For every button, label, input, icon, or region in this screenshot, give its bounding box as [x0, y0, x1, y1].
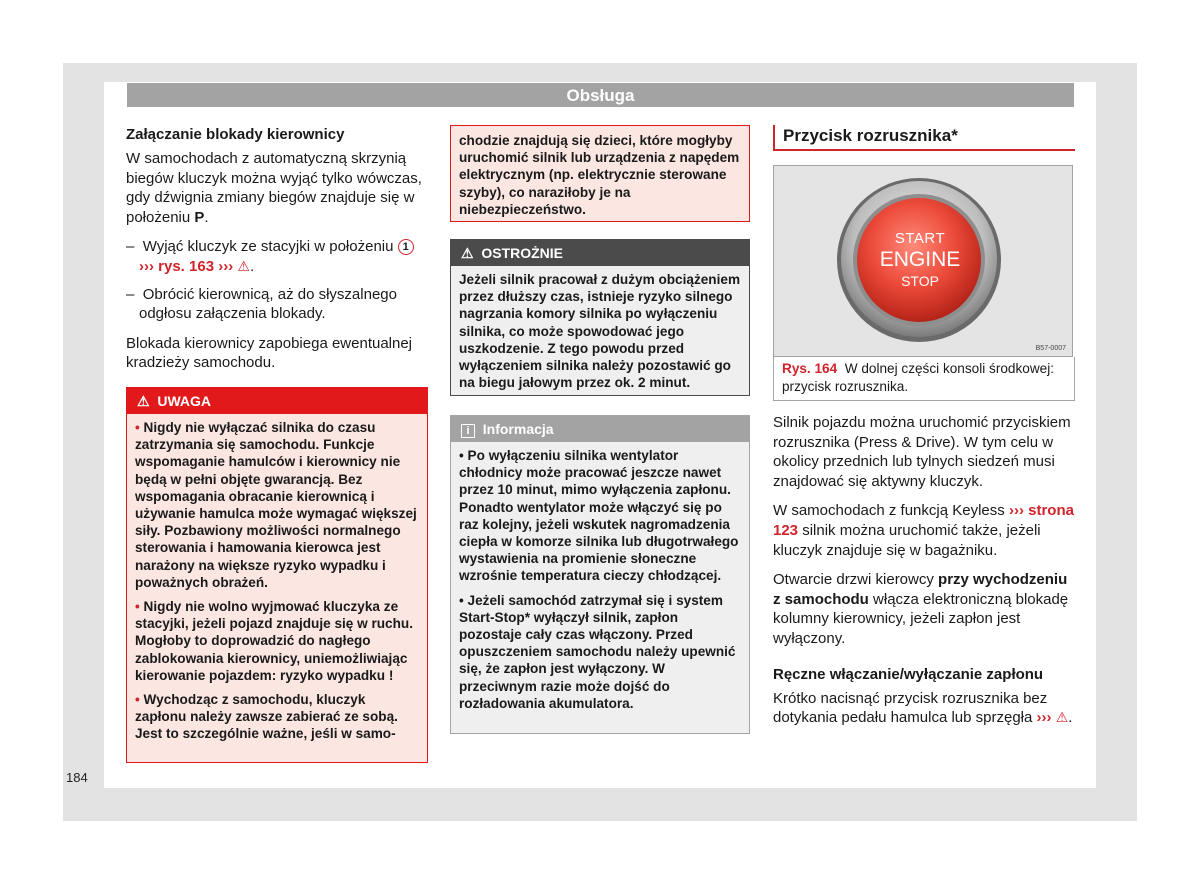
- info-item: • Jeżeli samochód zatrzymał się i system Start-Stop* wyłączył silnik, zapłon pozostaje cały czas włączony. Przed opuszczeniem samochodu należy upewnić się, że zapłon jest wyłączony. W przeciwnym razie może dojść do rozładowania akumulatora.: [459, 592, 736, 711]
- warning-item: • Nigdy nie wolno wyjmować kluczyka ze stacyjki, jeżeli pojazd znajduje się w ruchu. Mogłoby to doprowadzić do nagłego zablokowania kierownicy, uniemożliwiając kierowanie pojazdem: ryzyko wypadku !: [135, 598, 414, 683]
- caution-box: [450, 239, 750, 396]
- caution-box-body: Jeżeli silnik pracował z dużym obciążeniem przez dłuższy czas, istnieje ryzyko silnego nagrzania komory silnika po wyłączeniu silnika, co może spowodować jego uszkodzenie. Z tego powodu przed wyłączeniem silnika należy pozostawić go na biegu jałowym przez ok. 2 minut.: [459, 272, 741, 391]
- button-label-stop: STOP: [901, 273, 939, 289]
- figure-code: B57-0007: [1035, 345, 1066, 352]
- warning-ref-arrow[interactable]: ›››: [1036, 709, 1052, 727]
- warning-item: • Nigdy nie wyłączać silnika do czasu zatrzymania się samochodu. Funkcje wspomaganie hamulców i kierownicy nie będą w pełni objęte gwarancją. Bez wspomagania obracanie kierownicą i używanie hamulca może wymagać większej siły. Pozbawiony możliwości normalnego sterowania i hamowania kierowca jest narażony na większe ryzyko wypadku i poważnych obrażeń.: [135, 419, 417, 590]
- button-label-engine: ENGINE: [879, 248, 961, 271]
- info-box: [450, 415, 750, 734]
- figure-caption: Rys. 164 W dolnej części konsoli środkowej: przycisk rozrusznika.: [773, 357, 1075, 401]
- warning-triangle-icon: ⚠: [237, 257, 250, 274]
- info-icon: i: [461, 424, 475, 438]
- warning-continued-text: chodzie znajdują się dzieci, które mogłyby uruchomić silnik lub urządzenia z napędem elektrycznym (np. elektrycznie sterowane szyby), co naraziłoby je na niebezpieczeństwo.: [459, 133, 740, 217]
- warning-box-body: [127, 414, 427, 749]
- page-number: 184: [66, 770, 88, 785]
- ignition-subheading: Ręczne włączanie/wyłączanie zapłonu: [773, 665, 1044, 683]
- warning-triangle-icon: ⚠: [1055, 709, 1069, 726]
- chapter-header: Obsługa: [127, 83, 1074, 107]
- warning-ref-arrow[interactable]: ›››: [218, 257, 234, 275]
- column-middle: [450, 125, 750, 734]
- steering-lock-intro: W samochodach z automatyczną skrzynią biegów kluczyk można wyjąć tylko wówczas, gdy dźwignia zmiany biegów znajduje się w położeniu P.: [126, 150, 422, 226]
- column-right: [773, 125, 1075, 738]
- info-item: • Po wyłączeniu silnika wentylator chłodnicy może pracować jeszcze nawet przez 10 minut, mimo wyłączenia zapłonu. Ponadto wentylator może włączyć się po raz kolejny, jeżeli wskutek nagromadzenia ciepła w komorze silnika lub długotrwałego wystawienia na promienie słoneczne wzrośnie temperatura cieczy chłodzącej.: [459, 448, 739, 584]
- figure-number: Rys. 164: [782, 361, 838, 376]
- caution-icon: ⚠: [461, 245, 474, 261]
- gear-position: P: [194, 208, 205, 226]
- door-open-paragraph: Otwarcie drzwi kierowcy przy wychodzeniu z samochodu włącza elektroniczną blokadę kolumny kierownicy, jeżeli zapłon jest wyłączony.: [773, 571, 1069, 647]
- figure-start-button: [773, 165, 1073, 357]
- steering-lock-note: Blokada kierownicy zapobiega ewentualnej kradzieży samochodu.: [126, 334, 413, 372]
- position-number-badge: 1: [398, 239, 414, 255]
- step-remove-key: – Wyjąć kluczyk ze stacyjki w położeniu 1 ››› rys. 163 ››› ⚠.: [126, 237, 428, 276]
- info-box-header: i Informacja: [451, 416, 749, 442]
- warning-item: • Wychodząc z samochodu, kluczyk zapłonu należy zawsze zabierać ze sobą. Jest to szczególnie ważne, jeśli w samo-: [135, 691, 398, 742]
- warning-box-continued: [450, 125, 750, 222]
- warning-box-header: ⚠ UWAGA: [127, 388, 427, 414]
- figure-ref-link[interactable]: ››› rys. 163: [139, 257, 215, 275]
- section-title: Przycisk rozrusznika*: [773, 125, 1075, 151]
- info-box-body: [451, 442, 749, 718]
- page-ref-link[interactable]: ››› strona 123: [773, 502, 1074, 539]
- warning-box: [126, 387, 428, 763]
- ignition-paragraph: Krótko nacisnąć przycisk rozrusznika bez dotykania pedału hamulca lub sprzęgła ››› ⚠.: [773, 689, 1073, 727]
- warning-triangle-icon: ⚠: [137, 392, 150, 409]
- step-turn-wheel: – Obrócić kierownicą, aż do słyszalnego odgłosu załączenia blokady.: [126, 285, 397, 323]
- button-label-start: START: [894, 230, 946, 247]
- keyless-paragraph: W samochodach z funkcją Keyless ››› strona 123 silnik można uruchomić także, jeżeli kluczyk znajduje się w bagażniku.: [773, 502, 1074, 559]
- caution-box-header: ⚠ OSTROŻNIE: [451, 240, 749, 266]
- steering-lock-heading: Załączanie blokady kierownicy: [126, 126, 345, 143]
- column-left: [126, 125, 428, 763]
- start-button-intro: Silnik pojazdu można uruchomić przyciskiem rozrusznika (Press & Drive). W tym celu w okolicy przednich lub tylnych siedzeń musi znajdować się aktywny kluczyk.: [773, 414, 1071, 490]
